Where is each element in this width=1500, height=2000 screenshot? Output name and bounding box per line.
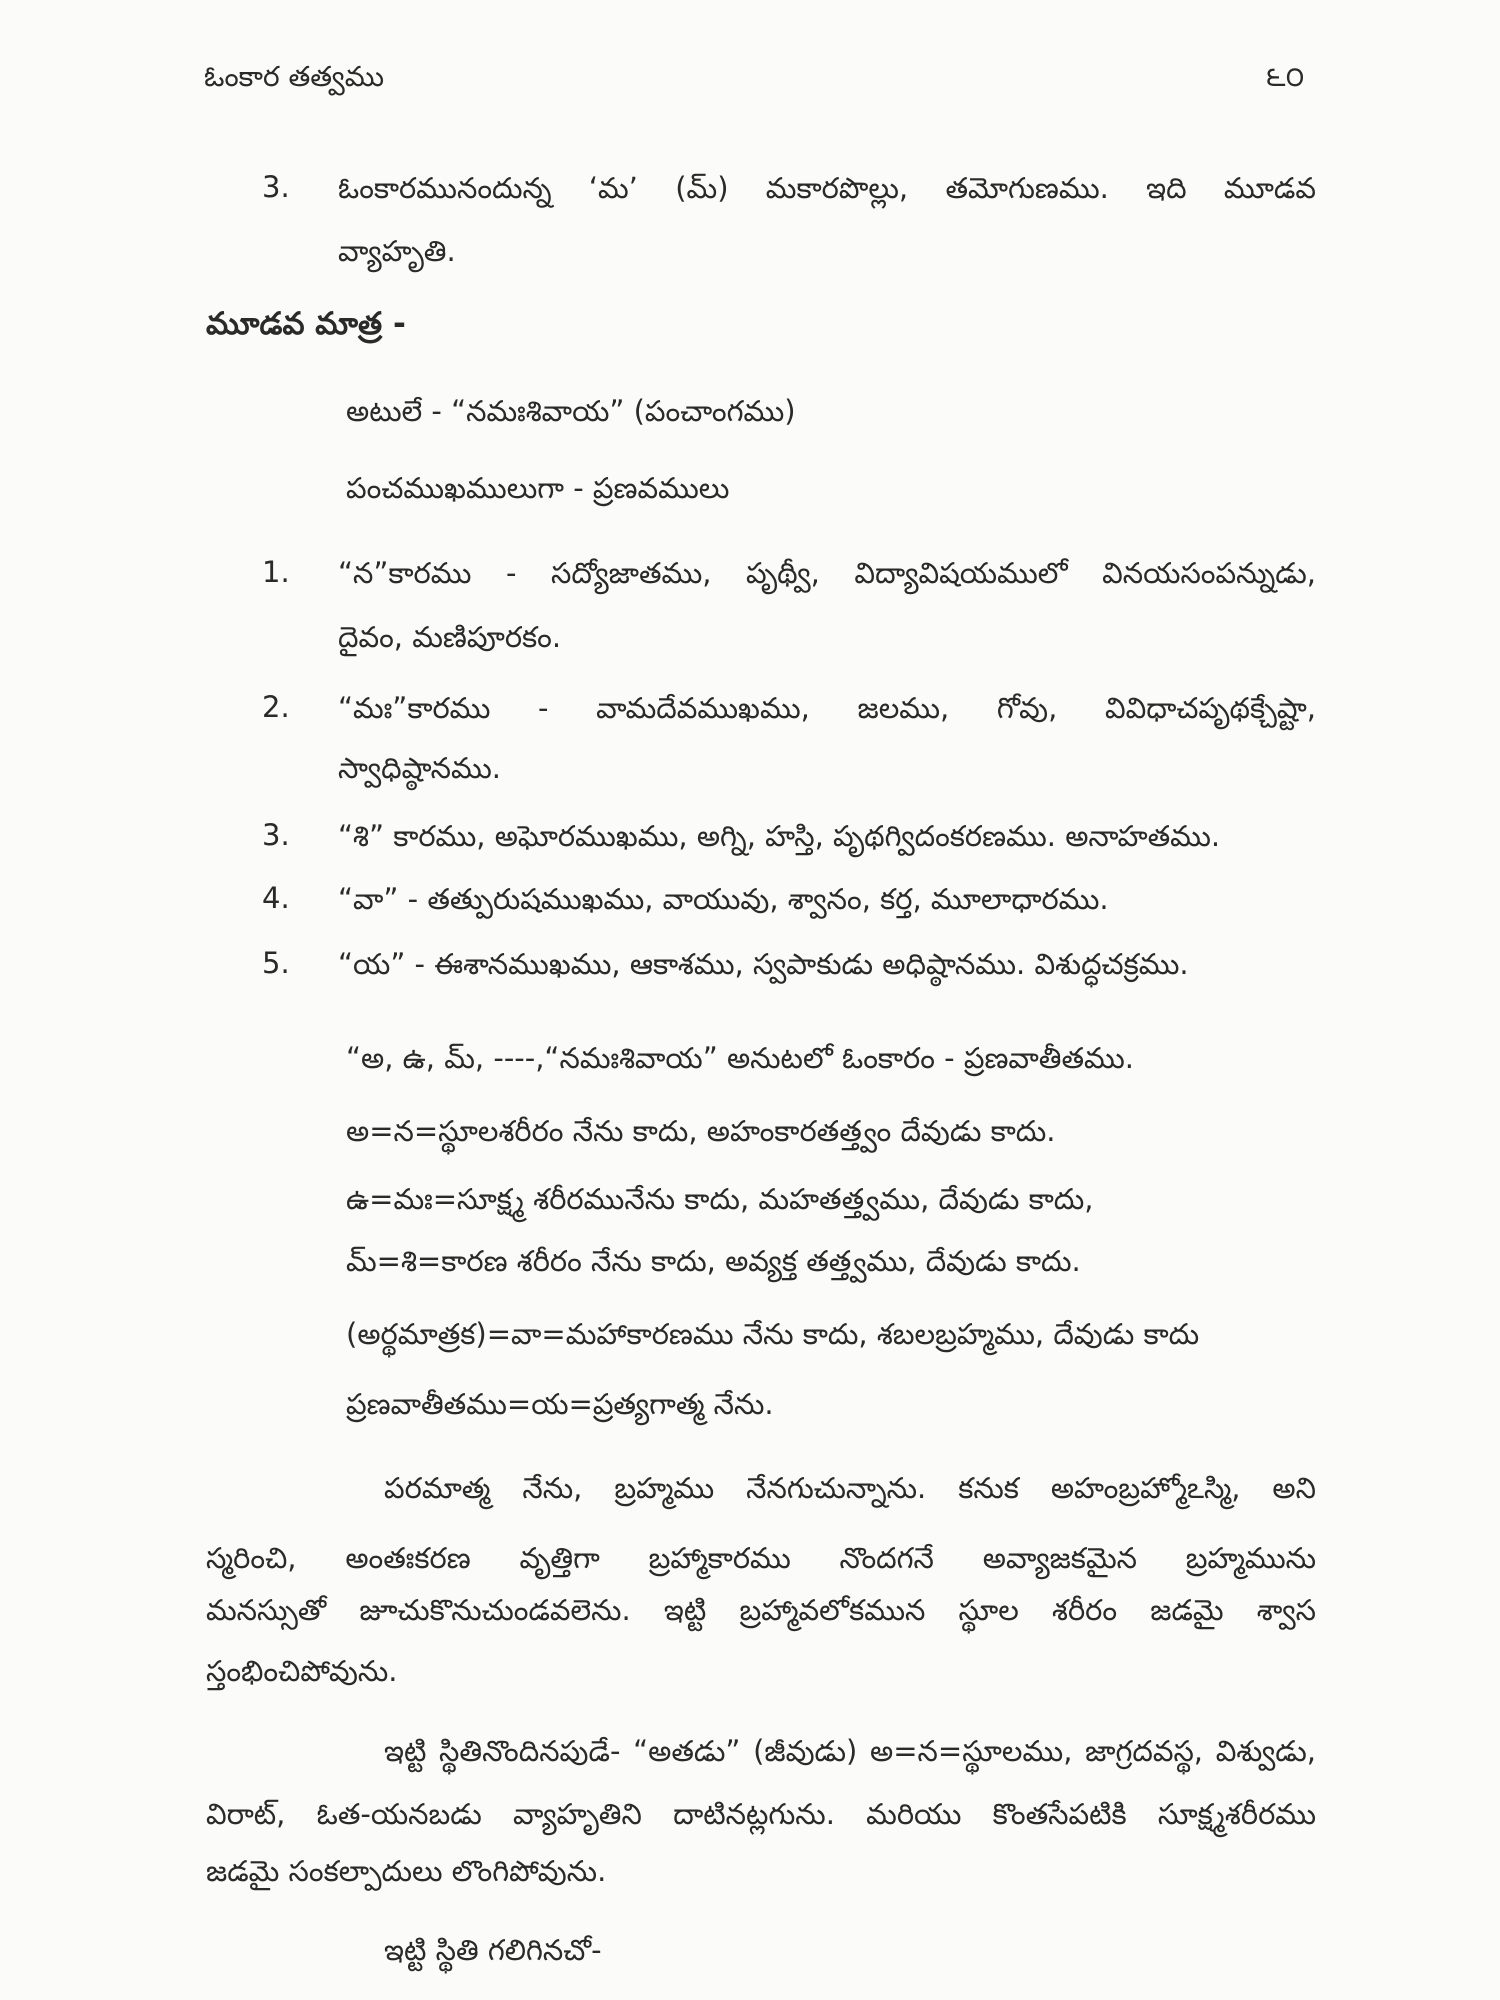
equation-line: ఉ=మః=సూక్ష్మ శరీరమునేను కాదు, మహతత్త్వము, దేవుడు కాదు, — [346, 1182, 1094, 1216]
paragraph-line: పరమాత్మ నేను, బ్రహ్మము నేనగుచున్నాను. కనుక అహంబ్రహ్మోఽస్మి, అని — [384, 1471, 1316, 1505]
list-item-number: 3. — [262, 818, 290, 852]
paragraph-line: ఇట్టి స్థితినొందినపుడే- “అతడు” (జీవుడు) అ=న=స్థూలము, జాగ్రదవస్థ, విశ్వుడు, — [384, 1734, 1316, 1768]
equation-line: మ్=శి=కారణ శరీరం నేను కాదు, అవ్యక్త తత్త్వము, దేవుడు కాదు. — [346, 1244, 1081, 1278]
list-item-line: “వా” - తత్పురుషముఖము, వాయువు, శ్వానం, కర్త, మూలాధారము. — [338, 882, 1109, 916]
page-number: ౬౦ — [1266, 60, 1305, 93]
intro-item-line: వ్యాహృతి. — [338, 234, 456, 268]
list-item-line: దైవం, మణిపూరకం. — [338, 620, 562, 654]
list-item-line: స్వాధిష్ఠానము. — [338, 751, 501, 785]
list-item-number: 5. — [262, 946, 290, 980]
paragraph-line: స్తంభించిపోవును. — [206, 1654, 398, 1688]
list-item-number: 1. — [262, 555, 290, 589]
list-item-line: “న”కారము - సద్యోజాతము, పృథ్వీ, విద్యావిషయములో వినయసంపన్నుడు, — [338, 556, 1316, 590]
subheading-line: అటులే - “నమఃశివాయ” (పంచాంగము) — [346, 394, 796, 428]
page-header-title: ఓంకార తత్వము — [204, 60, 385, 93]
list-item-line: “య” - ఈశానముఖము, ఆకాశము, స్వపాకుడు అధిష్ఠానము. విశుద్ధచక్రము. — [338, 947, 1189, 981]
equation-line: ప్రణవాతీతము=య=ప్రత్యగాత్మ నేను. — [346, 1387, 774, 1421]
paragraph-line: మనస్సుతో జూచుకొనుచుండవలెను. ఇట్టి బ్రహ్మావలోకమున స్థూల శరీరం జడమై శ్వాస — [206, 1593, 1316, 1627]
intro-item-number: 3. — [262, 170, 290, 204]
intro-item-line: ఓంకారమునందున్న ‘మ’ (మ్) మకారపొల్లు, తమోగుణము. ఇది మూడవ — [338, 171, 1316, 205]
list-item-line: “శి” కారము, అఘోరముఖము, అగ్ని, హస్తి, పృథగ్విదంకరణము. అనాహతము. — [338, 819, 1221, 853]
paragraph-line: స్మరించి, అంతఃకరణ వృత్తిగా బ్రహ్మాకారము నొందగనే అవ్యాజకమైన బ్రహ్మమును — [206, 1541, 1316, 1575]
list-item-number: 2. — [262, 690, 290, 724]
subheading-line: పంచముఖములుగా - ప్రణవములు — [346, 471, 730, 505]
equation-line: “అ, ఉ, మ్, ----,“నమఃశివాయ” అనుటలో ఓంకారం - ప్రణవాతీతము. — [346, 1041, 1134, 1075]
list-item-line: “మః”కారము - వామదేవముఖము, జలము, గోవు, వివిధాచపృథక్చేష్టా, — [338, 691, 1316, 725]
list-item-number: 4. — [262, 881, 290, 915]
paragraph-line: జడమై సంకల్పాదులు లొంగిపోవును. — [206, 1854, 607, 1888]
closing-line: ఇట్టి స్థితి గలిగినచో- — [384, 1933, 602, 1967]
equation-line: (అర్థమాత్రక)=వా=మహాకారణము నేను కాదు, శబలబ్రహ్మము, దేవుడు కాదు — [346, 1317, 1200, 1351]
equation-line: అ=న=స్థూలశరీరం నేను కాదు, అహంకారతత్త్వం దేవుడు కాదు. — [346, 1114, 1056, 1148]
paragraph-line: విరాట్, ఓత-యనబడు వ్యాహృతిని దాటినట్లగును. మరియు కొంతసేపటికి సూక్ష్మశరీరము — [206, 1797, 1316, 1831]
section-heading: మూడవ మాత్ర - — [206, 306, 406, 342]
